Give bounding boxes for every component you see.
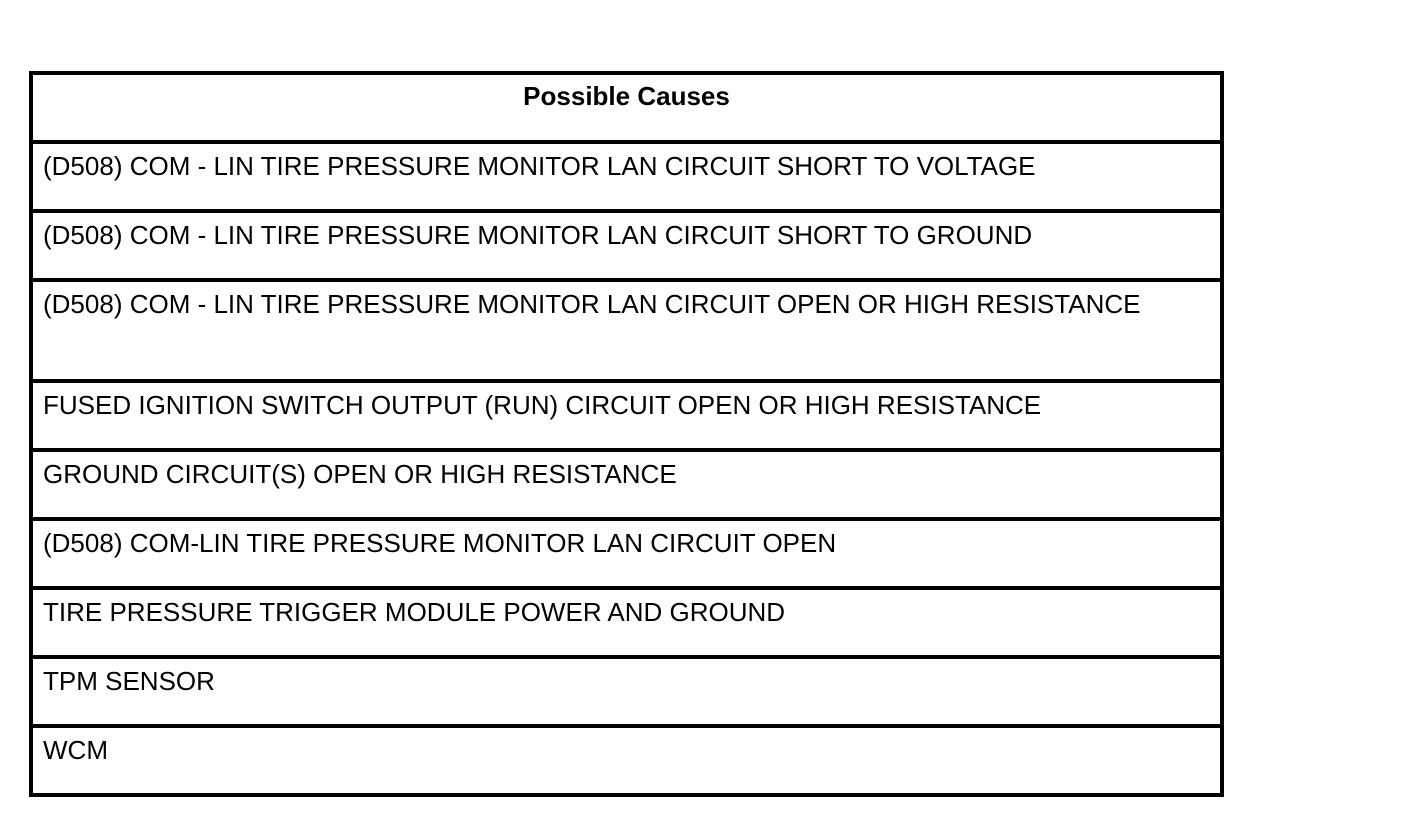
table-row (31, 657, 1222, 726)
cause-cell: FUSED IGNITION SWITCH OUTPUT (RUN) CIRCUIT OPEN OR HIGH RESISTANCE (31, 381, 1222, 450)
cause-cell: (D508) COM - LIN TIRE PRESSURE MONITOR LAN CIRCUIT SHORT TO GROUND (31, 211, 1222, 280)
table-header-row (31, 73, 1222, 142)
table-row (31, 381, 1222, 450)
cause-cell: TPM SENSOR (31, 657, 1222, 726)
cause-cell: (D508) COM - LIN TIRE PRESSURE MONITOR LAN CIRCUIT SHORT TO VOLTAGE (31, 142, 1222, 211)
cause-cell: GROUND CIRCUIT(S) OPEN OR HIGH RESISTANCE (31, 450, 1222, 519)
table-header-possible-causes: Possible Causes (31, 73, 1222, 142)
cause-cell: (D508) COM - LIN TIRE PRESSURE MONITOR LAN CIRCUIT OPEN OR HIGH RESISTANCE (31, 280, 1222, 381)
table-row (31, 519, 1222, 588)
table-row (31, 142, 1222, 211)
possible-causes-table (29, 71, 1224, 797)
table-row (31, 588, 1222, 657)
table-row (31, 450, 1222, 519)
table-row (31, 211, 1222, 280)
table-row (31, 280, 1222, 381)
cause-cell: (D508) COM-LIN TIRE PRESSURE MONITOR LAN CIRCUIT OPEN (31, 519, 1222, 588)
table-row (31, 726, 1222, 795)
cause-cell: WCM (31, 726, 1222, 795)
cause-cell: TIRE PRESSURE TRIGGER MODULE POWER AND GROUND (31, 588, 1222, 657)
